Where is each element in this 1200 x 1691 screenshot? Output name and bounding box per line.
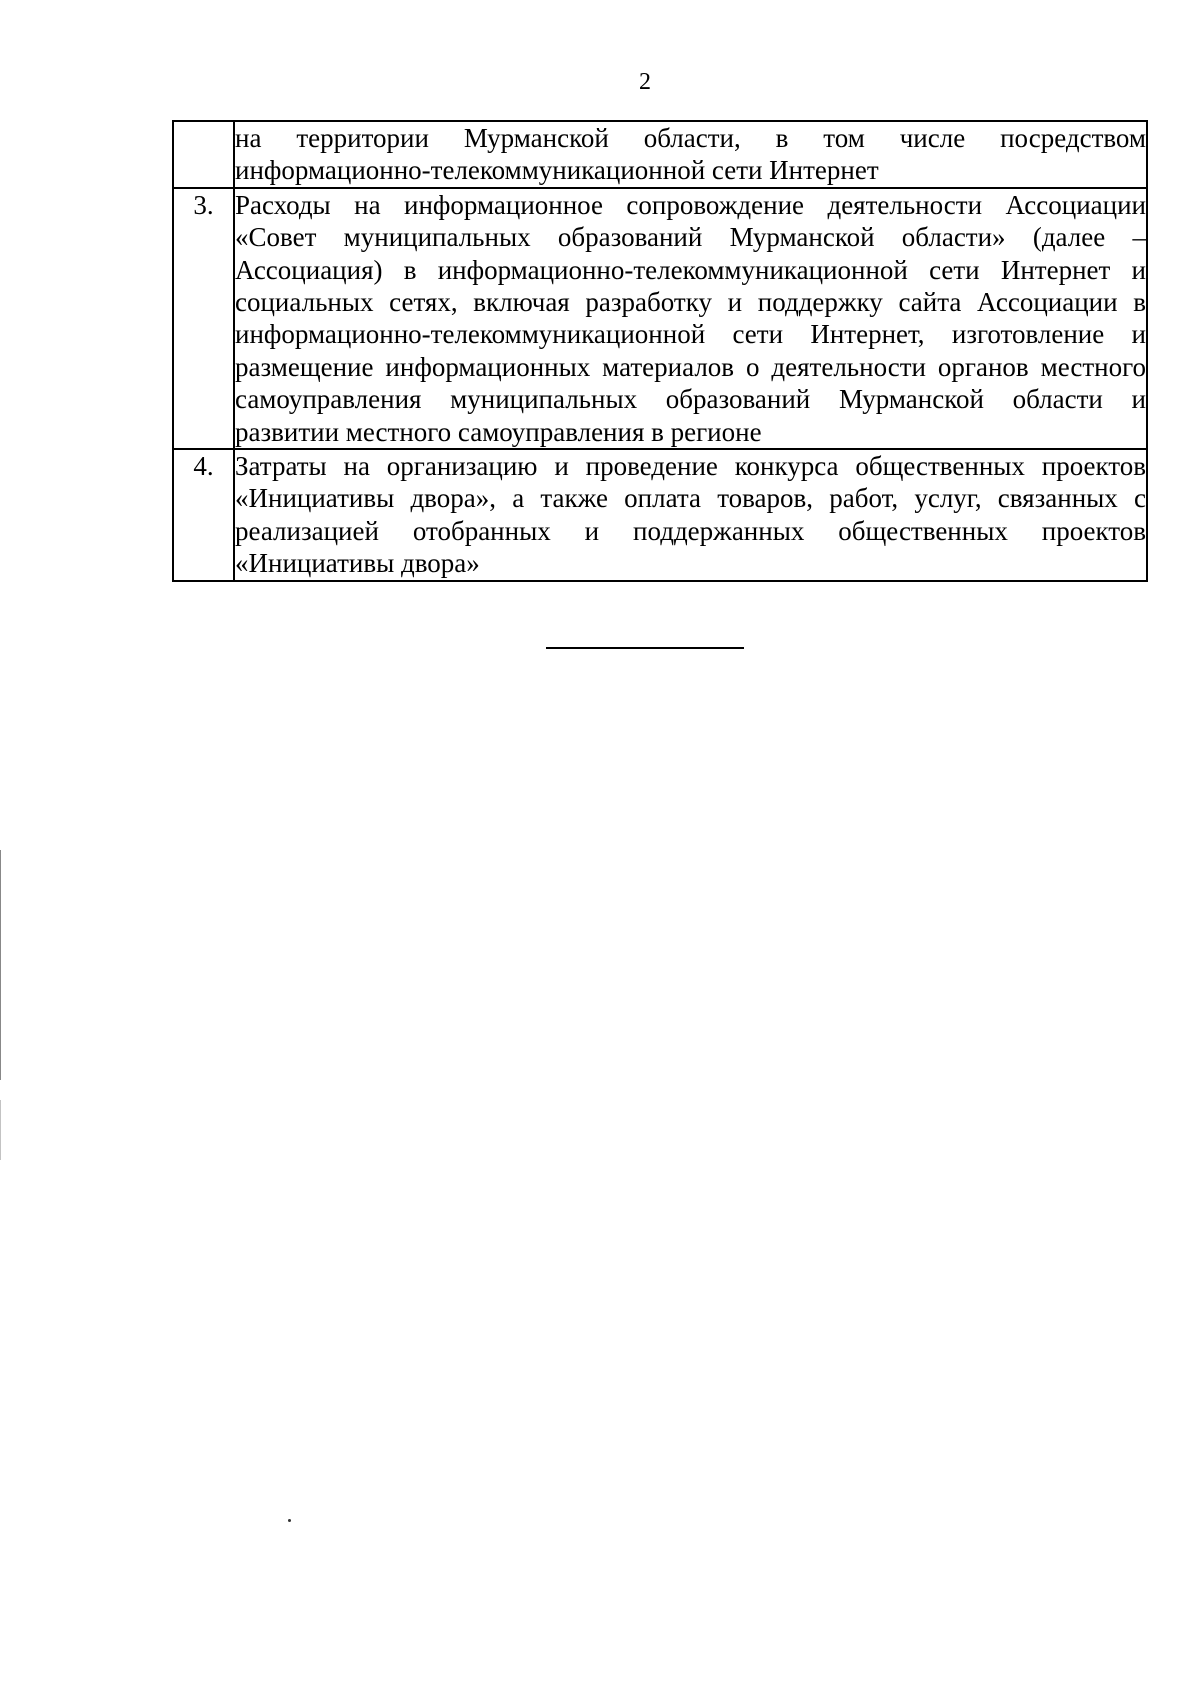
scan-margin-mark [0,1100,1,1160]
row-text: на территории Мурманской области, в том числе посредством информационно-телекоммуникационной сети Интернет [234,121,1147,188]
scan-margin-mark [0,850,1,1080]
row-text: Затраты на организацию и проведение конкурса общественных проектов «Инициативы двора», а также оплата товаров, работ, услуг, связанных с реализацией отобранных и поддержанных общественных проектов «Инициативы двора» [234,449,1147,581]
row-number: 3. [173,188,234,449]
end-of-document-rule [546,647,744,649]
items-table [172,120,1148,582]
table-row [173,121,1147,188]
table-row [173,449,1147,581]
table-row [173,188,1147,449]
page-number: 2 [639,69,651,95]
row-number [173,121,234,188]
row-text: Расходы на информационное сопровождение деятельности Ассоциации «Совет муниципальных образований Мурманской области» (далее – Ассоциация) в информационно-телекоммуникационной сети Интернет и социальных сетях, включая разработку и поддержку сайта Ассоциации в информационно-телекоммуникационной сети Интернет, изготовление и размещение информационных материалов о деятельности органов местного самоуправления муниципальных образований Мурманской области и развитии местного самоуправления в регионе [234,188,1147,449]
scan-speck [288,1519,291,1522]
row-number: 4. [173,449,234,581]
